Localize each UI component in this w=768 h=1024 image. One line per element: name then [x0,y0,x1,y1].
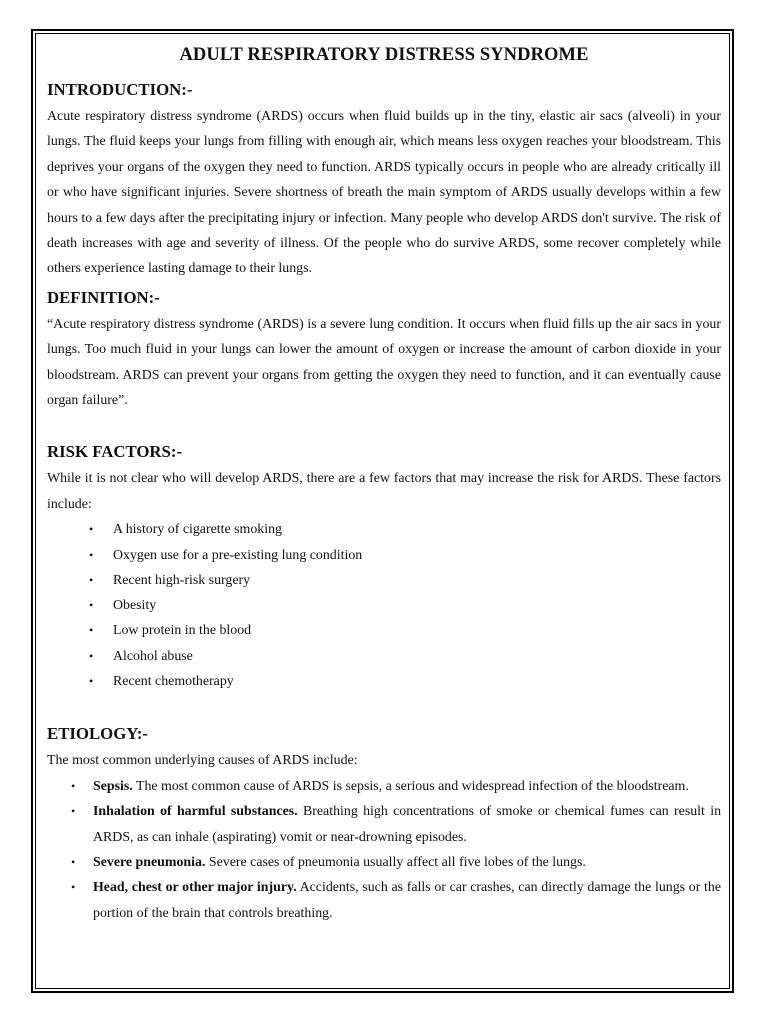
list-item [47,774,721,799]
list-item: • Low protein in the blood [47,618,721,643]
document-content [47,42,721,926]
risk-factors-section [47,440,721,694]
etiology-text: Accidents, such as falls or car crashes, can directly damage the lungs or the portion of the brain that controls breathing. [93,880,721,921]
list-item [47,799,721,850]
list-item: • A history of cigarette smoking [47,517,721,542]
introduction-heading: INTRODUCTION:- [47,80,193,99]
list-item [47,875,721,926]
etiology-term: Sepsis. [93,778,133,794]
etiology-list [47,774,721,926]
etiology-text: The most common cause of ARDS is sepsis, a serious and widespread infection of the bloodstream. [132,778,689,794]
document-title: ADULT RESPIRATORY DISTRESS SYNDROME [179,45,589,65]
etiology-term: Severe pneumonia. [93,854,206,870]
risk-factors-heading: RISK FACTORS:- [47,442,183,462]
etiology-intro: The most common underlying causes of ARDS include: [47,753,358,769]
list-item: • Alcohol abuse [47,644,721,669]
list-item: • Recent high-risk surgery [47,568,721,593]
etiology-heading: ETIOLOGY:- [47,724,149,744]
list-item: • Obesity [47,593,721,618]
definition-body: “Acute respiratory distress syndrome (ARDS) is a severe lung condition. It occurs when fluid fills up the air sacs in your lungs. Too much fluid in your lungs can lower the amount of oxygen or increase the amount of carbon dioxide in your bloodstream. ARDS can prevent your organs from getting the oxygen they need to function, and it can eventually cause organ failure”. [47,316,721,409]
risk-factors-list [47,517,721,694]
etiology-term: Head, chest or other major injury. [93,880,297,896]
definition-section [47,286,721,414]
definition-heading: DEFINITION:- [47,287,160,307]
etiology-text: Severe cases of pneumonia usually affect all five lobes of the lungs. [205,854,586,870]
etiology-text: Breathing high concentrations of smoke or chemical fumes can result in ARDS, as can inhale (aspirating) vomit or near-drowning episodes. [93,804,722,845]
risk-factors-intro: While it is not clear who will develop ARDS, there are a few factors that may increase the risk for ARDS. These factors include: [47,471,721,512]
list-item [47,850,721,875]
list-item: • Recent chemotherapy [47,669,721,694]
introduction-body: Acute respiratory distress syndrome (ARDS) occurs when fluid builds up in the tiny, elastic air sacs (alveoli) in your lungs. The fluid keeps your lungs from filling with enough air, which means less oxygen reaches your bloodstream. This deprives your organs of the oxygen they need to function. ARDS typically occurs in people who are already critically ill or who have significant injuries. Severe shortness of breath the main symptom of ARDS usually develops within a few hours to a few days after the precipitating injury or infection. Many people who develop ARDS don't survive. The risk of death increases with age and severity of illness. Of the people who do survive ARDS, some recover completely while others experience lasting damage to their lungs. [47,109,721,277]
introduction-section [47,78,721,282]
list-item: • Oxygen use for a pre-existing lung condition [47,543,721,568]
etiology-term: Inhalation of harmful substances. [93,804,298,820]
etiology-section [47,722,721,926]
